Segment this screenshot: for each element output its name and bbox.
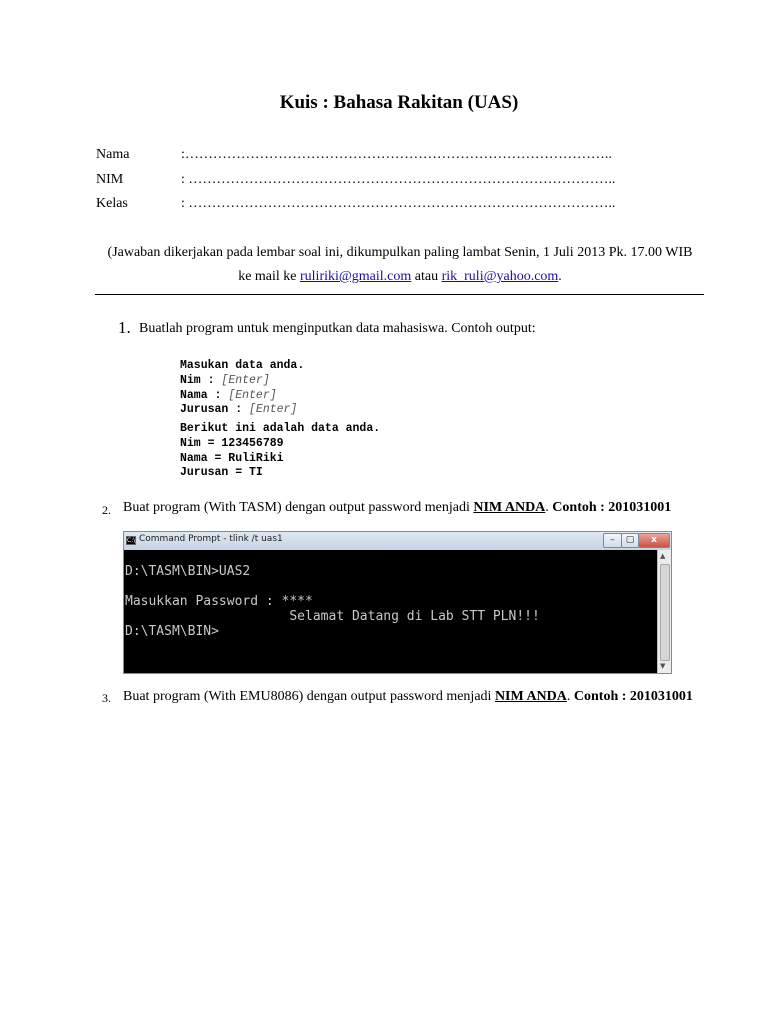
code-line: Jurusan : [Enter] — [180, 403, 298, 417]
console-line: D:\TASM\BIN>UAS2 — [125, 564, 251, 579]
field-label: Nama — [96, 147, 130, 162]
notice-line-2 — [96, 265, 704, 289]
code-line: Nim = 123456789 — [180, 436, 284, 450]
email-link-gmail[interactable]: ruliriki@gmail.com — [300, 269, 412, 284]
console-output[interactable] — [124, 550, 658, 673]
emphasis: NIM ANDA — [494, 689, 567, 704]
question-3-text: Buat program (With EMU8086) dengan output password menjadi NIM ANDA. Contoh : 201031001 — [123, 689, 693, 704]
maximize-button[interactable]: ▢ — [621, 533, 639, 548]
field-blank: :……………………………………………………………………………….. — [181, 147, 612, 162]
code-line: Masukan data anda. — [180, 359, 305, 372]
field-label: Kelas — [96, 196, 128, 211]
page-title: Kuis : Bahasa Rakitan (UAS) — [279, 92, 519, 113]
scroll-up-icon[interactable]: ▲ — [660, 552, 666, 560]
notice-suffix: . — [558, 269, 562, 284]
example: Contoh : 201031001 — [552, 500, 672, 515]
command-prompt-window — [123, 531, 672, 674]
sample-output-input — [180, 359, 304, 418]
minimize-button[interactable]: – — [603, 533, 622, 548]
notice-line-1: (Jawaban dikerjakan pada lembar soal ini, dikumpulkan paling lambat Senin, 1 Juli 2013 Pk. 17.00 WIB — [107, 245, 693, 260]
email-link-yahoo[interactable]: rik_ruli@yahoo.com — [441, 269, 559, 284]
code-line: Jurusan = TI — [180, 466, 263, 480]
emphasis: NIM ANDA — [473, 500, 546, 515]
scrollbar-thumb[interactable] — [660, 564, 670, 661]
question-3-number: 3. — [102, 691, 111, 705]
code-line: Nama : [Enter] — [180, 388, 277, 402]
notice-middle: atau — [411, 269, 442, 284]
question-2-text: Buat program (With TASM) dengan output password menjadi NIM ANDA. Contoh : 201031001 — [123, 500, 672, 515]
example: Contoh : 201031001 — [573, 689, 693, 704]
field-blank: : ……………………………………………………………………………….. — [181, 172, 616, 187]
console-line: Masukkan Password : **** — [125, 594, 313, 609]
window-title: Command Prompt - tlink /t uas1 — [139, 534, 283, 544]
divider — [95, 294, 704, 295]
field-nama — [96, 145, 612, 165]
field-blank: : ……………………………………………………………………………….. — [181, 196, 616, 211]
command-prompt-icon: C:\ — [127, 537, 136, 544]
question-1-number: 1. — [118, 318, 131, 337]
vertical-scrollbar[interactable] — [657, 550, 671, 673]
window-titlebar[interactable] — [124, 532, 671, 550]
code-line: Nim : [Enter] — [180, 373, 270, 387]
sample-output-result — [180, 422, 380, 481]
close-button[interactable]: x — [638, 533, 670, 548]
console-line: D:\TASM\BIN> — [125, 624, 219, 639]
question-1-text: Buatlah program untuk menginputkan data mahasiswa. Contoh output: — [139, 321, 536, 336]
submission-notice — [96, 241, 704, 289]
code-line: Berikut ini adalah data anda. — [180, 422, 381, 435]
field-nim — [96, 170, 615, 190]
scroll-down-icon[interactable]: ▼ — [660, 662, 666, 670]
field-kelas — [96, 194, 615, 214]
console-line: Selamat Datang di Lab STT PLN!!! — [125, 609, 540, 624]
field-label: NIM — [96, 172, 124, 187]
notice-prefix: ke mail ke — [238, 269, 300, 284]
question-2-number: 2. — [102, 503, 111, 517]
code-line: Nama = RuliRiki — [180, 451, 284, 465]
